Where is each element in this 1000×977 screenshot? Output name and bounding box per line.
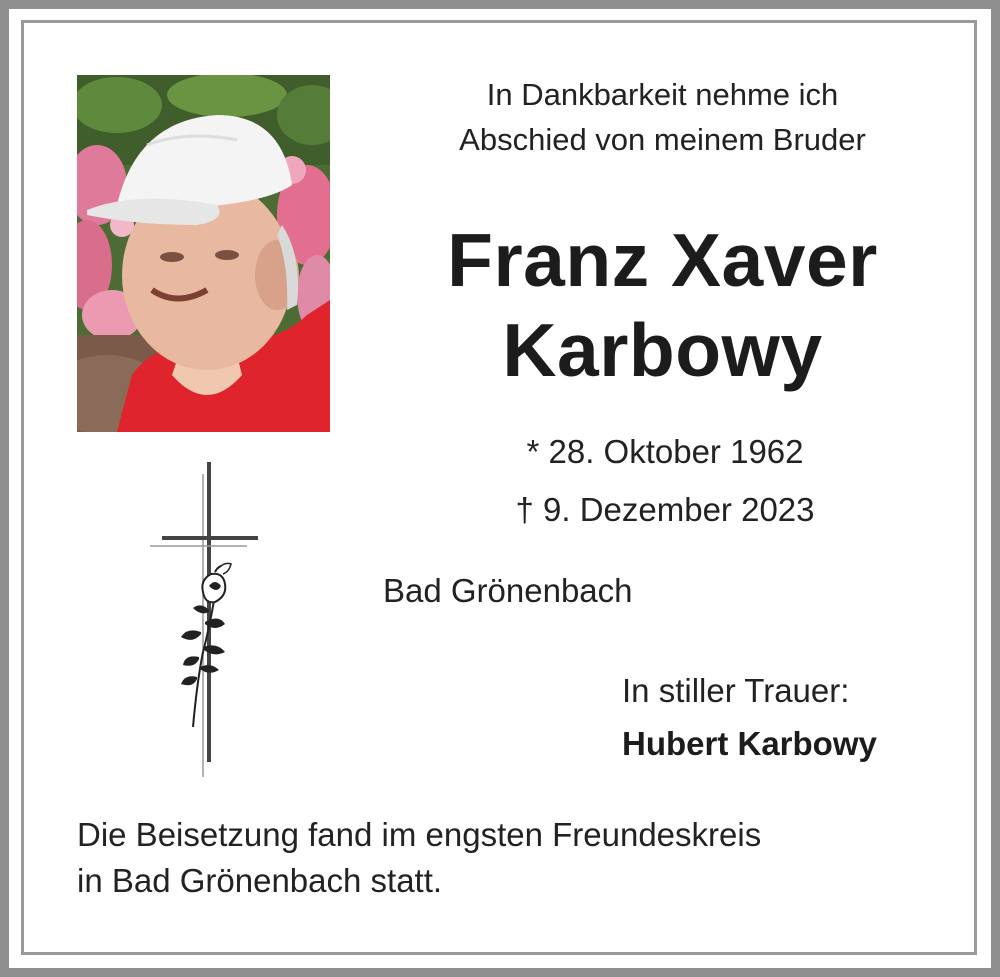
birth-date: * 28. Oktober 1962 <box>526 433 804 470</box>
mourners-label: In stiller Trauer: <box>622 672 850 709</box>
deceased-first-names: Franz Xaver <box>447 218 878 302</box>
death-date: † 9. Dezember 2023 <box>515 491 815 528</box>
place-name: Bad Grönenbach <box>383 572 633 609</box>
burial-note-line-2: in Bad Grönenbach statt. <box>77 862 443 899</box>
burial-note <box>77 812 761 904</box>
intro-line-1: In Dankbarkeit nehme ich <box>486 77 839 112</box>
deceased-name <box>380 215 945 395</box>
deceased-surname: Karbowy <box>502 308 823 392</box>
burial-note-line-1: Die Beisetzung fand im engsten Freundeskreis <box>77 816 762 853</box>
portrait-photo <box>77 75 330 432</box>
life-dates <box>440 423 890 539</box>
cross-with-rose-icon <box>145 462 265 782</box>
intro-line-2: Abschied von meinem Bruder <box>459 122 866 157</box>
mourner-name: Hubert Karbowy <box>622 725 877 762</box>
intro-text <box>390 72 935 162</box>
